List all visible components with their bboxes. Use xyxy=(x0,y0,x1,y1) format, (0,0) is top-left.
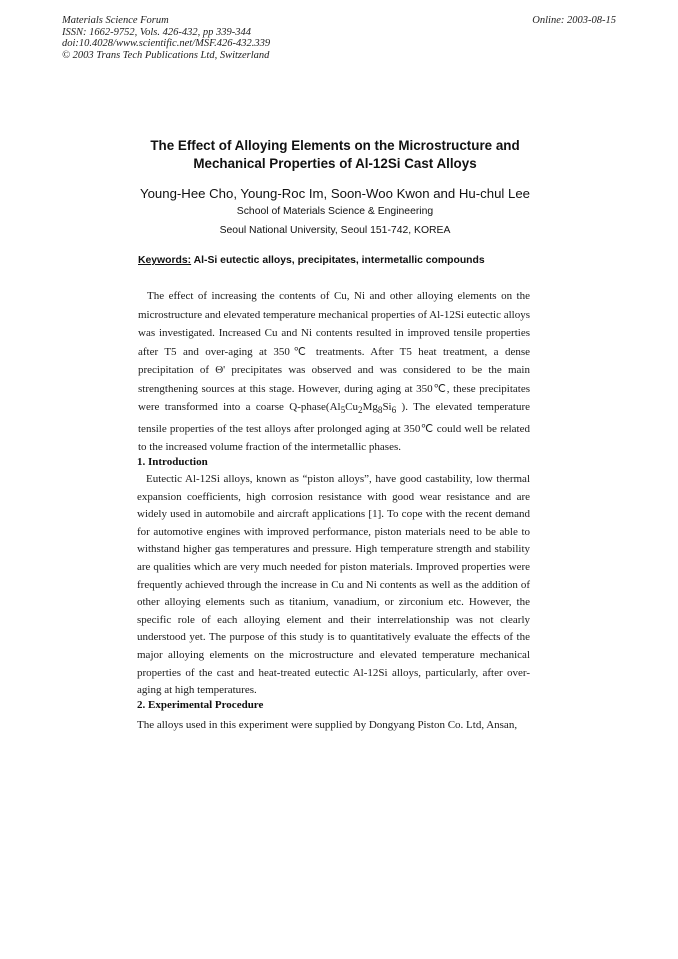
issn-line: ISSN: 1662-9752, Vols. 426-432, pp 339-344 xyxy=(62,26,251,38)
section-heading-introduction: 1. Introduction xyxy=(137,456,208,468)
authors: Young-Hee Cho, Young-Roc Im, Soon-Woo Kwon and Hu-chul Lee xyxy=(139,186,530,201)
subscript-al: 5 xyxy=(340,405,346,416)
subscript-si: 6 xyxy=(391,405,397,416)
publication-info xyxy=(62,15,270,61)
experimental-body: The alloys used in this experiment were supplied by Dongyang Piston Co. Ltd, Ansan, xyxy=(137,719,518,731)
subscript-mg: 8 xyxy=(377,405,383,416)
journal-name: Materials Science Forum xyxy=(62,15,169,26)
section-heading-experimental: 2. Experimental Procedure xyxy=(137,699,264,711)
doi-line: doi:10.4028/www.scientific.net/MSF.426-432.339 xyxy=(62,38,271,49)
introduction-body: Eutectic Al-12Si alloys, known as “piston alloys”, have good castability, low thermal expansion coefficients, high corrosion resistance with good wear resistance and are widely used in automobile and aircraft applications [1]. To cope with the recent demand for automotive engines with improved performance, piston materials need to be able to withstand higher gas temperatures and pressure. High temperature strength and stability are qualities which are very much needed for piston materials. Improved properties were frequently achieved through the increase in Cu and Ni contents as well as the addition of other alloying elements such as titanium, vanadium, or zirconium etc. However, the specific role of each alloying element and their interrelationship was not clearly understood yet. The purpose of this study is to quantitatively evaluate the effects of the major alloying elements on the microstructure and elevated temperature mechanical properties of the cast and heat-treated eutectic Al-12Si alloys, particularly, after over-aging at high temperatures. xyxy=(137,473,530,697)
title-line-2: Mechanical Properties of Al-12Si Cast Alloys xyxy=(193,156,477,171)
paper-title xyxy=(80,137,590,173)
abstract-text-mg: Mg xyxy=(362,401,378,413)
title-line-1: The Effect of Alloying Elements on the Microstructure and xyxy=(150,138,520,153)
abstract-text-2: precipitates was observed and was considered to be the main strengthening sources at this stage. However, during aging at 350℃, these precipitates were transformed into a coarse Q-phase(Al xyxy=(138,364,530,413)
theta-prime-symbol: Θ' xyxy=(215,364,226,376)
abstract-text-1: The effect of increasing the contents of Cu, Ni and other alloying elements on the microstructure and elevated temperature mechanical properties of Al-12Si eutectic alloys was investigated. Increased Cu and Ni contents resulted in improved tensile properties after T5 and over-aging at 350℃ treatments. After T5 heat treatment, a dense precipitation of xyxy=(138,290,530,376)
keywords-text: Al-Si eutectic alloys, precipitates, intermetallic compounds xyxy=(191,255,485,266)
abstract-text-si: Si xyxy=(382,401,392,413)
keywords xyxy=(138,255,485,266)
affiliation-school: School of Materials Science & Engineering xyxy=(236,206,434,217)
copyright-line: © 2003 Trans Tech Publications Ltd, Switzerland xyxy=(62,49,270,61)
subscript-cu: 2 xyxy=(358,405,363,416)
abstract-text-3: ). The elevated temperature tensile properties of the test alloys after prolonged aging at 350℃ could well be related to the increased volume fraction of the intermetallic phases. xyxy=(138,401,531,454)
abstract xyxy=(138,287,530,457)
affiliation-university: Seoul National University, Seoul 151-742, KOREA xyxy=(219,225,451,236)
online-date: Online: 2003-08-15 xyxy=(532,15,616,26)
keywords-label: Keywords: xyxy=(138,255,192,266)
abstract-text-cu: Cu xyxy=(345,401,358,413)
